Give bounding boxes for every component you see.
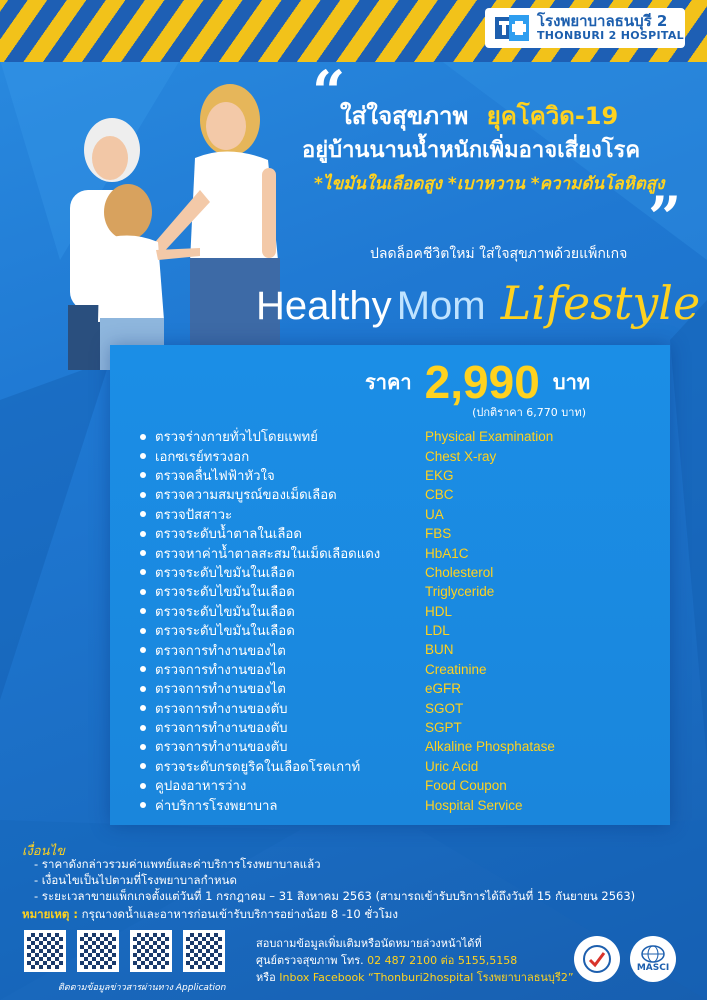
- package-item-en: SGPT: [425, 720, 462, 736]
- package-item: [140, 543, 660, 562]
- package-item: [140, 466, 660, 485]
- bullet-icon: [140, 531, 146, 537]
- package-item: [140, 757, 660, 776]
- package-item: [140, 679, 660, 698]
- bullet-icon: [140, 608, 146, 614]
- package-item: [140, 737, 660, 756]
- quote-open-mark: “: [312, 58, 346, 126]
- price-value: 2,990: [424, 356, 540, 408]
- contact-center-label: ศูนย์ตรวจสุขภาพ โทร.: [256, 954, 364, 967]
- qr-code-2[interactable]: [77, 930, 119, 972]
- conditions-list: [34, 856, 635, 904]
- package-item-th: ตรวจร่างกายทั่วไปโดยแพทย์: [155, 430, 318, 446]
- package-item-en: Creatinine: [425, 661, 487, 677]
- package-item-en: Physical Examination: [425, 429, 554, 445]
- bullet-icon: [140, 647, 146, 653]
- headline-line-1: [340, 96, 618, 135]
- bullet-icon: [140, 589, 146, 595]
- contact-line-3: [256, 968, 574, 986]
- package-item-th: ตรวจหาค่าน้ำตาลสะสมในเม็ดเลือดแดง: [155, 546, 381, 562]
- package-item-th: ตรวจการทำงานของไต: [155, 662, 286, 678]
- contact-line-1: สอบถามข้อมูลเพิ่มเติมหรือนัดหมายล่วงหน้าได้ที่: [256, 937, 482, 950]
- contact-facebook[interactable]: Inbox Facebook “Thonburi2hospital โรงพยาบาลธนบุรี2”: [275, 971, 574, 984]
- bullet-icon: [140, 434, 146, 440]
- package-item: [140, 776, 660, 795]
- package-item-th: ตรวจความสมบูรณ์ของเม็ดเลือด: [155, 488, 337, 504]
- package-item-th: ตรวจคลื่นไฟฟ้าหัวใจ: [155, 468, 275, 484]
- package-item: [140, 524, 660, 543]
- bullet-icon: [140, 744, 146, 750]
- package-item: [140, 427, 660, 446]
- package-item-th: ตรวจระดับกรดยูริคในเลือดโรคเกาท์: [155, 759, 361, 775]
- masci-label: MASCI: [636, 963, 670, 973]
- bullet-icon: [140, 628, 146, 634]
- package-item: [140, 640, 660, 659]
- package-item-en: Cholesterol: [425, 564, 494, 580]
- package-item-th: ตรวจปัสสาวะ: [155, 507, 233, 523]
- normal-price: (ปกติราคา 6,770 บาท): [472, 406, 586, 419]
- bullet-icon: [140, 492, 146, 498]
- package-item-en: Food Coupon: [425, 778, 507, 794]
- bullet-icon: [140, 511, 146, 517]
- package-item-th: ตรวจระดับไขมันในเลือด: [155, 585, 295, 601]
- hospital-name-th: โรงพยาบาลธนบุรี 2: [537, 12, 668, 31]
- package-item: [140, 582, 660, 601]
- package-item-th: ตรวจระดับไขมันในเลือด: [155, 565, 295, 581]
- package-item-en: CBC: [425, 487, 454, 503]
- package-item: [140, 698, 660, 717]
- package-title: [256, 276, 700, 330]
- headline-line-1-b: ยุคโควิด-19: [486, 102, 619, 130]
- package-item: [140, 485, 660, 504]
- qr-caption: ติดตามข้อมูลข่าวสารผ่านทาง Application: [58, 983, 227, 993]
- bullet-icon: [140, 472, 146, 478]
- conditions-heading: เงื่อนไข: [22, 844, 65, 859]
- package-item: [140, 660, 660, 679]
- note-label: หมายเหตุ :: [22, 907, 78, 921]
- accreditation-icon: [582, 944, 612, 974]
- package-item: [140, 505, 660, 524]
- bullet-icon: [140, 725, 146, 731]
- package-item: [140, 563, 660, 582]
- package-item: [140, 602, 660, 621]
- package-item-en: FBS: [425, 526, 452, 542]
- package-item-th: ตรวจการทำงานของตับ: [155, 721, 288, 737]
- package-item-list: [140, 427, 660, 815]
- condition-item: - ระยะเวลาขายแพ็กเกจตั้งแต่วันที่ 1 กรกฎาคม – 31 สิงหาคม 2563 (สามารถเข้ารับบริการได้ถึงวันที่ 15 กันยายน 2563): [34, 889, 636, 903]
- contact-or-label: หรือ: [256, 971, 276, 984]
- hospital-name-en: THONBURI 2 HOSPITAL: [537, 29, 684, 43]
- title-lifestyle: Lifestyle: [500, 276, 701, 330]
- quote-close-mark: ”: [648, 184, 682, 252]
- qr-code-4[interactable]: [183, 930, 225, 972]
- note: [22, 906, 398, 924]
- bullet-icon: [140, 686, 146, 692]
- globe-icon: [640, 945, 666, 963]
- headline-line-2: อยู่บ้านนานน้ำหนักเพิ่มอาจเสี่ยงโรค: [302, 138, 641, 163]
- package-item-en: UA: [425, 506, 444, 522]
- package-item-en: HDL: [425, 603, 453, 619]
- package-item-th: ตรวจระดับไขมันในเลือด: [155, 624, 295, 640]
- note-text: กรุณางดน้ำและอาหารก่อนเข้ารับบริการอย่างน้อย 8 -10 ชั่วโมง: [77, 907, 398, 921]
- package-item-en: SGOT: [425, 700, 464, 716]
- qr-code-1[interactable]: [24, 930, 66, 972]
- bullet-icon: [140, 569, 146, 575]
- package-item-en: BUN: [425, 642, 454, 658]
- price-row: [365, 355, 590, 409]
- package-item-th: ตรวจระดับไขมันในเลือด: [155, 604, 295, 620]
- title-mom: Mom: [396, 284, 486, 328]
- hospital-logo-icon: [493, 13, 531, 43]
- package-item-en: Alkaline Phosphatase: [425, 739, 555, 755]
- hospital-logo: [485, 8, 685, 48]
- price-unit: บาท: [552, 370, 590, 394]
- bullet-icon: [140, 802, 146, 808]
- package-item-th: คูปองอาหารว่าง: [155, 779, 247, 795]
- price-label: ราคา: [364, 370, 412, 394]
- contact-phone[interactable]: 02 487 2100 ต่อ 5155,5158: [363, 954, 518, 967]
- package-item-en: Uric Acid: [425, 758, 479, 774]
- package-item-th: ตรวจการทำงานของตับ: [155, 701, 288, 717]
- subtitle: ปลดล็อคชีวิตใหม่ ใส่ใจสุขภาพด้วยแพ็กเกจ: [370, 246, 628, 262]
- accreditation-badge: [574, 936, 620, 982]
- package-item-th: เอกซเรย์ทรวงอก: [155, 449, 250, 465]
- package-item-en: Triglyceride: [425, 584, 495, 600]
- bullet-icon: [140, 453, 146, 459]
- package-item-th: ตรวจการทำงานของไต: [155, 682, 286, 698]
- package-panel: [110, 345, 670, 825]
- headline-line-3: *ไขมันในเลือดสูง *เบาหวาน *ความดันโลหิตสูง: [314, 174, 665, 194]
- package-item: [140, 795, 660, 814]
- bullet-icon: [140, 666, 146, 672]
- bullet-icon: [140, 550, 146, 556]
- title-healthy: Healthy: [256, 284, 392, 328]
- contact-line-2: [256, 951, 517, 969]
- package-item: [140, 718, 660, 737]
- qr-code-3[interactable]: [130, 930, 172, 972]
- bullet-icon: [140, 763, 146, 769]
- package-item-th: ตรวจการทำงานของไต: [155, 643, 286, 659]
- package-item-en: Hospital Service: [425, 797, 523, 813]
- package-item-en: LDL: [425, 623, 450, 639]
- bullet-icon: [140, 705, 146, 711]
- package-item-th: ตรวจระดับน้ำตาลในเลือด: [155, 527, 302, 543]
- package-item-en: Chest X-ray: [425, 448, 497, 464]
- package-item-en: EKG: [425, 467, 454, 483]
- package-item-th: ตรวจการทำงานของตับ: [155, 740, 288, 756]
- package-item-en: HbA1C: [425, 545, 469, 561]
- headline-line-1-a: ใส่ใจสุขภาพ: [340, 102, 469, 130]
- condition-item: - เงื่อนไขเป็นไปตามที่โรงพยาบาลกำหนด: [34, 873, 237, 887]
- package-item-th: ค่าบริการโรงพยาบาล: [155, 798, 278, 814]
- bullet-icon: [140, 783, 146, 789]
- package-item: [140, 446, 660, 465]
- package-item-en: eGFR: [425, 681, 462, 697]
- condition-item: - ราคาดังกล่าวรวมค่าแพทย์และค่าบริการโรงพยาบาลแล้ว: [34, 857, 321, 871]
- masci-badge: [630, 936, 676, 982]
- package-item: [140, 621, 660, 640]
